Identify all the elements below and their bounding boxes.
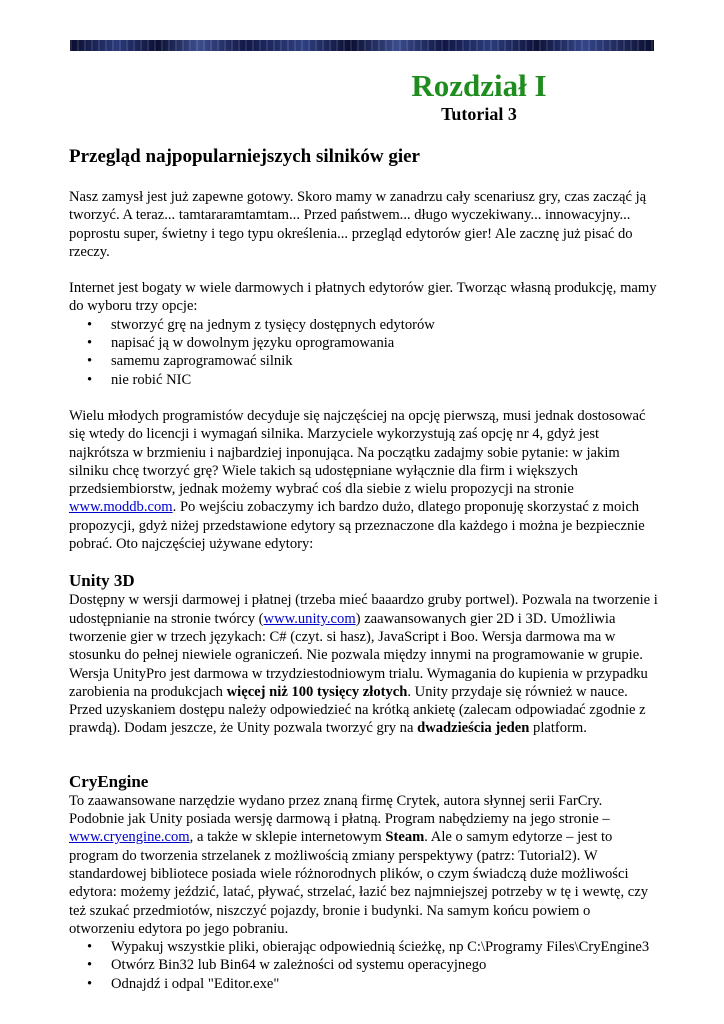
bold-text: Steam xyxy=(385,829,425,846)
paragraph-text: . Unity przydaje się również w nauce. Przed uzyskaniem dostępu należy odpowiedzieć na krótką ankietę (zalecam odpowiadać zgodnie z prawdą). Dodam jeszcze, że Unity pozwala tworzyć gry na xyxy=(69,683,646,737)
paragraph-text: . Po wejściu zobaczymy ich bardzo dużo, dlatego proponuję skorzystać z moich propozycji, gdyż niżej przedstawione edytory są przeznaczone dla każdego i można je bezpiecznie pobrać. Oto najczęściej używane edytory: xyxy=(69,499,645,553)
paragraph-text: . Ale o samym edytorze – jest to program do tworzenia strzelanek z możliwością zmiany perspektywy (patrz: Tutorial2). W standardowej bibliotece posiada wiele różnorodnych plików, o czym świadczą duże możliwości edytora: możemy jeździć, latać, pływać, strzelać, łazić bez najmniejszej potrzeby w tę i wewtę, czy też szukać przedmiotów, niszczyć pojazdy, bronie i budynki. Na samym końcu powiem o otworzeniu edytora po jego pobraniu. xyxy=(69,829,649,937)
list-item: • stworzyć grę na jednym z tysięcy dostępnych edytorów xyxy=(69,316,659,334)
bold-text: dwadzieścia jeden xyxy=(417,720,530,737)
unity-link[interactable]: www.unity.com xyxy=(263,610,356,627)
unity-heading: Unity 3D xyxy=(69,571,135,591)
cryengine-link[interactable]: www.cryengine.com xyxy=(69,829,190,846)
list-item: • Otwórz Bin32 lub Bin64 w zależności od systemu operacyjnego xyxy=(69,956,659,974)
options-list xyxy=(69,316,659,389)
paragraph-text: Dostępny w wersji darmowej i płatnej (trzeba mieć baaardzo gruby portwel). Pozwala na tworzenie i udostępnianie na stronie twórcy ( xyxy=(69,592,658,627)
chapter-title: Rozdział I xyxy=(411,68,547,103)
paragraph-text: To zaawansowane narzędzie wydano przez znaną firmę Crytek, autora słynnej serii FarCry. Podobnie jak Unity posiada wersję darmową i płatną. Program nabędziemy na jego stronie – xyxy=(69,792,610,828)
paragraph-text: ) zaawansowanych gier 2D i 3D. Umożliwia tworzenie gier w trzech językach: C# (czyt. si hasz), JavaScript i Boo. Wersja darmowa ma w stosunku do pełnej niewiele ograniczeń. Nie pozwala między innymi na programowanie w grupie. Wersja UnityPro jest darmowa w trzydziestodniowym trialu. Wymagania do kupienia w przypadku zarobienia na produkcjach xyxy=(69,610,648,700)
section-heading: Przegląd najpopularniejszych silników gier xyxy=(69,146,420,167)
intro-paragraph-3 xyxy=(69,407,659,553)
tutorial-subtitle: Tutorial 3 xyxy=(441,104,517,124)
intro-paragraph-1: Nasz zamysł jest już zapewne gotowy. Skoro mamy w zanadrzu cały scenariusz gry, czas zacząć ją tworzyć. A teraz... tamtararamtamtam... Przed państwem... długo wyczekiwany... innowacyjny... poprostu super, świetny i tego typu określenia... przegląd edytorów gier! Ale zacznę już pisać do rzeczy. xyxy=(69,189,647,260)
unity-paragraph xyxy=(69,591,659,737)
steps-list xyxy=(69,938,659,993)
cryengine-heading: CryEngine xyxy=(69,771,149,791)
paragraph-text: Wielu młodych programistów decyduje się najczęściej na opcję pierwszą, musi jednak dostosować się wtedy do licencji i wymagań silnika. Marzyciele wykorzystują zaś opcję nr 4, gdyż jest najkrótsza w brzmieniu i najbardziej inponująca. Na początku zadajmy sobie pytanie: w jakim silniku chcę tworzyć grę? Wiele takich są udostępniane wyłącznie dla firm i większych przedsiembiorstw, jednak możemy wybrać coś dla siebie z wielu propozycji na stronie xyxy=(69,407,646,498)
bold-text: więcej niż 100 tysięcy złotych xyxy=(226,683,408,700)
list-item: • samemu zaprogramować silnik xyxy=(69,352,659,370)
list-item: • Wypakuj wszystkie pliki, obierając odpowiednią ścieżkę, np C:\Programy Files\CryEngine3 xyxy=(69,938,659,956)
list-item: • nie robić NIC xyxy=(69,371,659,389)
document-page xyxy=(69,68,659,993)
list-item: • Odnajdź i odpal "Editor.exe" xyxy=(69,975,659,993)
intro-paragraph-2: Internet jest bogaty w wiele darmowych i płatnych edytorów gier. Tworząc własną produkcję, mamy do wyboru trzy opcje: xyxy=(69,280,657,315)
moddb-link[interactable]: www.moddb.com xyxy=(69,499,173,516)
cryengine-paragraph xyxy=(69,792,659,938)
header-banner xyxy=(70,40,654,51)
paragraph-text: platform. xyxy=(529,720,587,737)
paragraph-text: , a także w sklepie internetowym xyxy=(189,829,386,846)
list-item: • napisać ją w dowolnym języku oprogramowania xyxy=(69,334,659,352)
